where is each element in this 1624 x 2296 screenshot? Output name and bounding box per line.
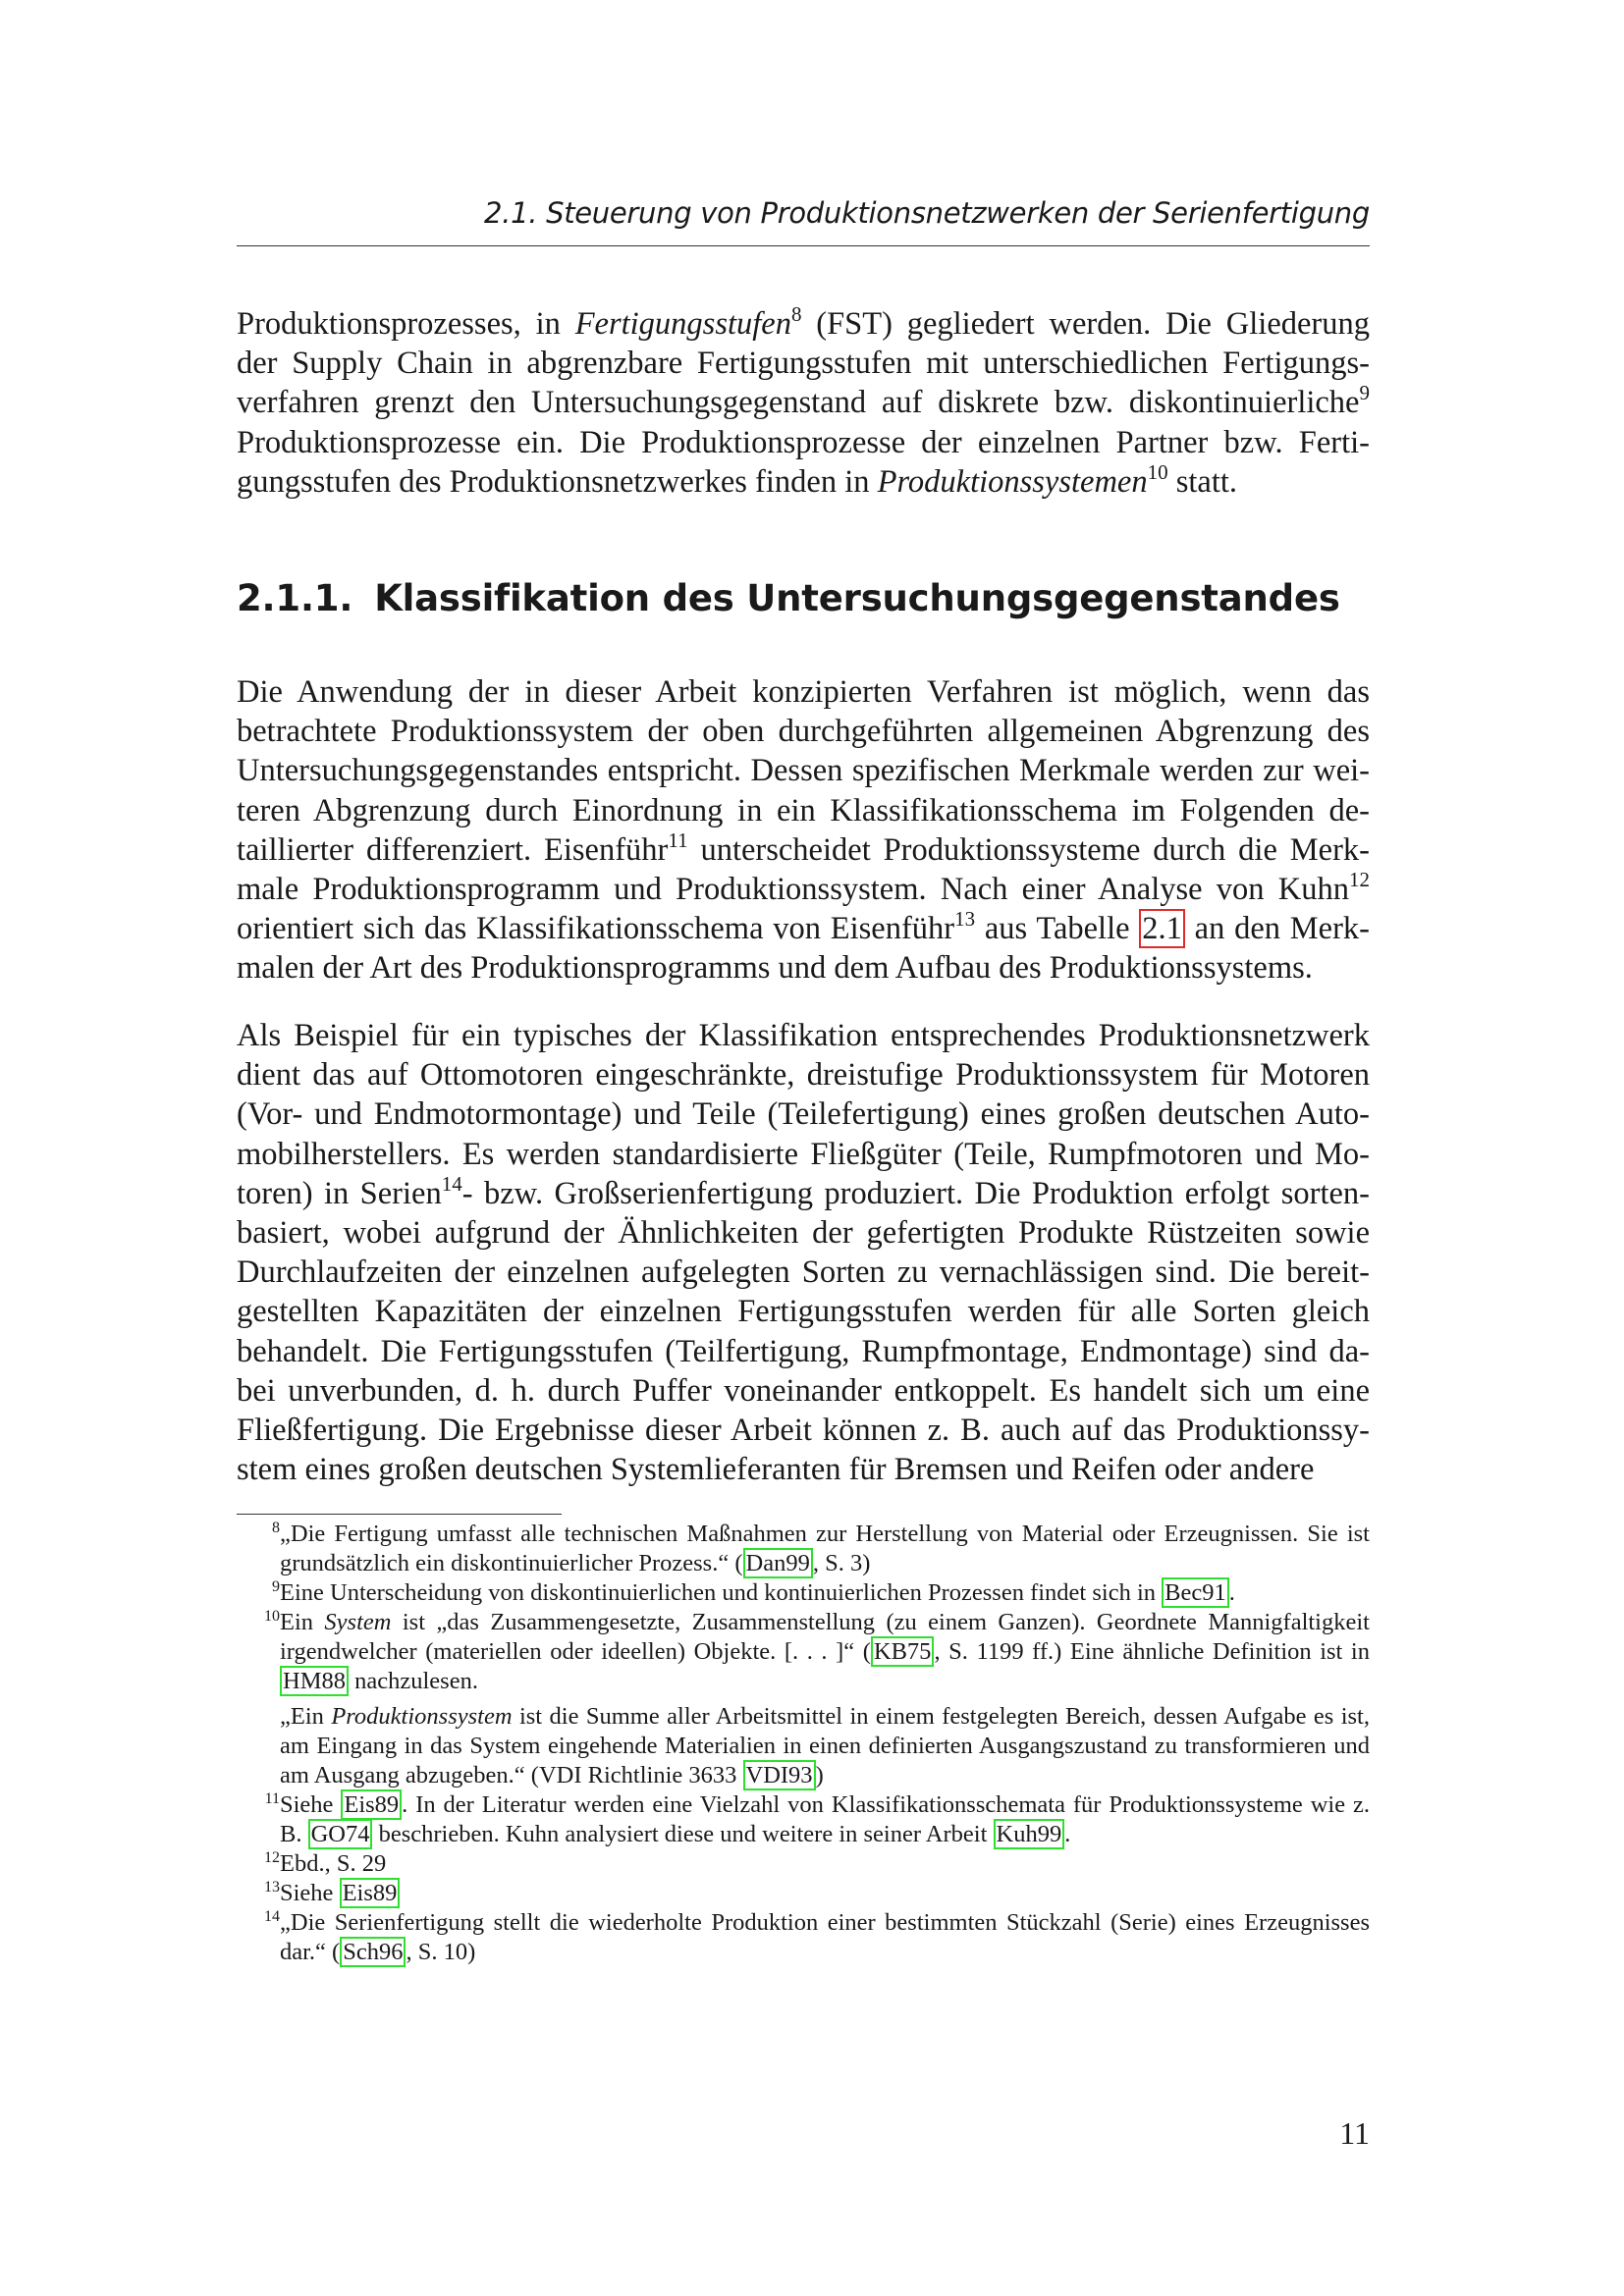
footnote-ref-8[interactable]: 8 [790, 302, 802, 326]
footnote-text: . In der Literatur werden eine Vielzahl von Klassifikationsschemata für Produktionssysteme wie z. B. [280, 1791, 1370, 1847]
intro-text-4: statt. [1167, 463, 1238, 500]
footnote-text: beschrieben. Kuhn analysiert diese und weitere in seiner Arbeit [372, 1821, 994, 1847]
footnote-mark: 14 [264, 1908, 280, 1925]
footnote-ref-13[interactable]: 13 [954, 907, 976, 932]
footnote-ref-10[interactable]: 10 [1147, 459, 1168, 484]
para1-text-2: unterscheidet Produktionssysteme durch die Merkmale Produktionsprogramm und Produktionssystem. Nach einer Analyse von Kuhn [237, 831, 1370, 908]
footnote-text: Siehe [280, 1791, 342, 1818]
footnote-mark: 9 [272, 1578, 280, 1595]
citation-link[interactable]: Sch96 [340, 1937, 406, 1967]
footnote-text: ist „das Zusammengesetzte, Zusammenstellung (zu einem Ganzen). Geordnete Mannigfaltigkeit irgendwelcher (materiellen oder ideellen) Objekte. [. . . ]“ ( [280, 1609, 1370, 1665]
footnote-text: „Die Fertigung umfasst alle technischen Maßnahmen zur Herstellung von Material oder Erzeugnissen. Sie ist grundsätzlich ein diskontinuierlicher Prozess.“ ( [280, 1521, 1370, 1576]
footnote-8 [237, 1520, 1370, 1578]
footnote-text: Ein [280, 1609, 325, 1635]
page [237, 0, 1370, 2296]
section-number: 2.1.1. [237, 577, 353, 619]
quote-text: „Ein [280, 1703, 332, 1730]
footnote-text: , S. 1199 ff.) Eine ähnliche Definition ist in [934, 1638, 1370, 1665]
citation-link[interactable]: Eis89 [340, 1878, 401, 1908]
footnote-14 [237, 1908, 1370, 1967]
footnote-mark: 8 [272, 1520, 280, 1536]
para2-text-2: - bzw. Großserienfertigung produziert. Die Produktion erfolgt sortenbasiert, wobei aufgrund der Ähnlichkeiten der gefertigten Produkte Rüstzeiten sowie Durchlaufzeiten der einzelnen aufgelegten Sorten zu vernachlässigen sind. Die bereitgestellten Kapazitäten der einzelnen Fertigungsstufen werden für alle Sorten gleich behandelt. Die Fertigungsstufen (Teilfertigung, Rumpfmontage, Endmontage) sind dabei unverbunden, d. h. durch Puffer voneinander entkoppelt. Es handelt sich um eine Fließfertigung. Die Ergebnisse dieser Arbeit können z. B. auch auf das Produktionssystem eines großen deutschen Systemlieferanten für Bremsen und Reifen oder andere [237, 1175, 1370, 1488]
footnote-12 [237, 1849, 1370, 1879]
footnote-ref-11[interactable]: 11 [668, 828, 688, 852]
footnote-text: . [1064, 1821, 1071, 1847]
paragraph-1 [237, 672, 1370, 988]
citation-link[interactable]: KB75 [871, 1636, 935, 1667]
quote-term: Produktionssystem [331, 1703, 513, 1730]
footnote-11 [237, 1790, 1370, 1849]
intro-text-2: (FST) gegliedert werden. Die Gliederung der Supply Chain in abgrenzbare Fertigungsstufen mit unterschiedlichen Fertigungsverfahren grenzt den Untersuchungsgegenstand auf diskrete bzw. diskontinuierliche [237, 306, 1370, 421]
citation-link[interactable]: GO74 [308, 1819, 373, 1849]
footnote-10 [237, 1608, 1370, 1696]
intro-text-3: Produktionsprozesse ein. Die Produktionsprozesse der einzelnen Partner bzw. Fertigungsstufen des Produktionsnetzwerkes finden in [237, 424, 1370, 500]
citation-link[interactable]: Eis89 [341, 1789, 402, 1820]
para2-text-1: Als Beispiel für ein typisches der Klassifikation entsprechendes Produktionsnetzwerk dient das auf Ottomotoren eingeschränkte, dreistufige Produktionssystem für Motoren (Vor- und Endmotormontage) und Teile (Teilefertigung) eines großen deutschen Automobilherstellers. Es werden standardisierte Fließgüter (Teile, Rumpfmotoren und Motoren) in Serien [237, 1018, 1370, 1211]
footnote-text: Ebd., S. 29 [280, 1850, 387, 1877]
paragraph-2 [237, 1016, 1370, 1489]
citation-link[interactable]: Dan99 [743, 1548, 813, 1578]
running-header: 2.1. Steuerung von Produktionsnetzwerken der Serienfertigung [484, 196, 1370, 230]
citation-link[interactable]: Kuh99 [994, 1819, 1065, 1849]
footnote-text: , S. 3) [812, 1550, 871, 1576]
citation-link[interactable]: Bec91 [1162, 1577, 1229, 1608]
footnote-mark: 13 [264, 1879, 280, 1896]
table-link[interactable]: 2.1 [1139, 909, 1185, 948]
footnote-ref-9[interactable]: 9 [1359, 381, 1370, 405]
quote-text: ist die Summe aller Arbeitsmittel in einem festgelegten Bereich, dessen Aufgabe es ist, am Eingang in das System eingehende Materialien in einen definierten Ausgangszustand zu transformieren und am Ausgang abzugeben.“ (VDI Richtlinie 3633 [280, 1703, 1370, 1789]
para1-text-4: aus Tabelle [975, 911, 1140, 947]
footnote-13 [237, 1879, 1370, 1908]
term-fertigungsstufen: Fertigungsstufen [574, 306, 791, 342]
intro-paragraph [237, 304, 1370, 502]
footnote-mark: 10 [264, 1608, 280, 1625]
quote-text: ) [815, 1762, 824, 1789]
footnote-mark: 12 [264, 1849, 280, 1866]
citation-link[interactable]: HM88 [280, 1666, 349, 1696]
term-produktionssystemen: Produktionssystemen [877, 463, 1148, 500]
para1-text-3: orientiert sich das Klassifikationsschema von Eisenführ [237, 911, 955, 947]
footnotes [237, 1520, 1370, 1967]
footnote-9 [237, 1578, 1370, 1608]
para1-text-5: an den Merkmalen der Art des Produktionsprogramms und dem Aufbau des Produktionssystems. [237, 911, 1370, 987]
footnote-10-quote [280, 1702, 1370, 1790]
page-number: 11 [1339, 2115, 1370, 2151]
footnote-rule [237, 1514, 562, 1515]
footnote-ref-12[interactable]: 12 [1349, 868, 1370, 892]
section-heading [237, 577, 1370, 619]
footnote-ref-14[interactable]: 14 [441, 1171, 462, 1196]
footnote-term: System [324, 1609, 392, 1635]
footnote-text: , S. 10) [406, 1939, 476, 1965]
footnote-text: „Die Serienfertigung stellt die wiederholte Produktion einer bestimmten Stückzahl (Serie) eines Erzeugnisses dar.“ ( [280, 1909, 1370, 1965]
footnote-text: Eine Unterscheidung von diskontinuierlichen und kontinuierlichen Prozessen findet sich in [280, 1579, 1163, 1606]
footnote-mark: 11 [264, 1790, 280, 1807]
footnote-text: Siehe [280, 1880, 340, 1906]
footnote-text: . [1228, 1579, 1235, 1606]
intro-text-1: Produktionsprozesses, in [237, 306, 575, 342]
citation-link[interactable]: VDI93 [743, 1760, 816, 1790]
section-title: Klassifikation des Untersuchungsgegenstandes [374, 577, 1340, 619]
header-rule [237, 245, 1370, 246]
footnote-text: nachzulesen. [348, 1668, 478, 1694]
para1-text-1: Die Anwendung der in dieser Arbeit konzipierten Verfahren ist möglich, wenn das betrachtete Produktionssystem der oben durchgeführten allgemeinen Abgrenzung des Untersuchungsgegenstandes entspricht. Dessen spezifischen Merkmale werden zur weiteren Abgrenzung durch Einordnung in ein Klassifikationsschema im Folgenden detaillierter differenziert. Eisenführ [237, 674, 1370, 868]
